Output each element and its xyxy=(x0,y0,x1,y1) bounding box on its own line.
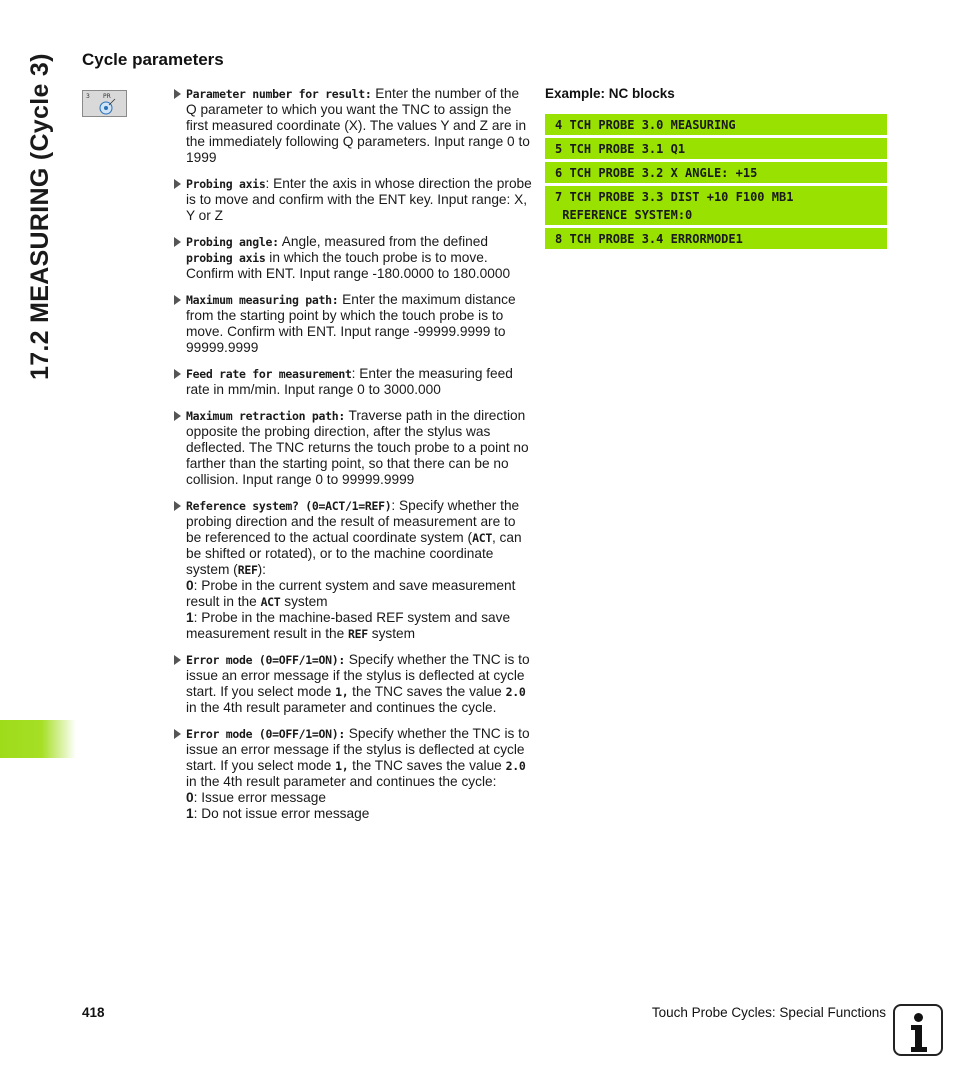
chapter-tab-marker xyxy=(0,720,76,758)
param-term: Error mode (0=OFF/1=ON): xyxy=(186,653,345,667)
param-desc: , can be shifted or rotated), or to the machine coordinate system ( xyxy=(186,530,522,577)
param-probing-axis xyxy=(172,176,532,224)
param-term: Probing axis xyxy=(186,177,266,191)
triangle-right-icon xyxy=(174,501,181,511)
triangle-right-icon xyxy=(174,411,181,421)
param-option-0 xyxy=(186,790,532,806)
nc-block-line: 7 TCH PROBE 3.3 DIST +10 F100 MB1 REFERENCE SYSTEM:0 xyxy=(545,186,887,225)
param-inline-code: 2.0 xyxy=(505,759,526,773)
param-desc: in which the touch probe is to move. Confirm with ENT. Input range -180.0000 to 180.0000 xyxy=(186,250,511,281)
param-term: Maximum measuring path: xyxy=(186,293,339,307)
param-desc: in the 4th result parameter and continues the cycle: xyxy=(186,774,497,789)
triangle-right-icon xyxy=(174,369,181,379)
param-inline-code: 2.0 xyxy=(505,685,526,699)
param-inline-code: REF xyxy=(237,563,258,577)
param-desc: Angle, measured from the defined xyxy=(278,234,488,249)
param-desc: ): xyxy=(257,562,266,577)
option-desc: : Probe in the machine-based REF system and save measurement result in the xyxy=(186,610,511,641)
param-term: Error mode (0=OFF/1=ON): xyxy=(186,727,345,741)
example-title: Example: NC blocks xyxy=(545,86,675,101)
nc-block-line: 5 TCH PROBE 3.1 Q1 xyxy=(545,138,887,159)
option-desc: : Do not issue error message xyxy=(193,806,370,821)
triangle-right-icon xyxy=(174,237,181,247)
param-term: Feed rate for measurement xyxy=(186,367,352,381)
param-desc: Specify whether the TNC is to issue an error message if the stylus is deflected at cycle start. If you select mode xyxy=(186,652,530,699)
probe-target-icon xyxy=(97,98,117,116)
param-inline-code: 1, xyxy=(335,685,349,699)
softkey-label-right: PR xyxy=(103,93,111,100)
param-desc: Traverse path in the direction opposite the probing direction, after the stylus was deflected. The TNC returns the touch probe to a point no farther than the starting point, so that there can be no collision. Input range 0 to 99999.9999 xyxy=(186,408,529,487)
param-desc: Enter the number of the Q parameter to which you want the TNC to assign the first measured coordinate (X). The values Y and Z are in the immediately following Q parameters. Input range 0 to 1999 xyxy=(186,86,530,165)
option-key: 1 xyxy=(186,610,194,625)
info-icon-stem xyxy=(909,1025,929,1052)
param-inline-code: probing axis xyxy=(186,251,266,265)
param-desc: in the 4th result parameter and continues the cycle. xyxy=(186,700,497,715)
option-desc: system xyxy=(280,594,328,609)
option-desc: : Issue error message xyxy=(193,790,326,805)
param-term: Maximum retraction path: xyxy=(186,409,345,423)
param-term: Parameter number for result: xyxy=(186,87,372,101)
triangle-right-icon xyxy=(174,655,181,665)
param-desc: Specify whether the TNC is to issue an error message if the stylus is deflected at cycle start. If you select mode xyxy=(186,726,530,773)
triangle-right-icon xyxy=(174,89,181,99)
option-desc: : Probe in the current system and save measurement result in the xyxy=(186,578,516,609)
param-option-1 xyxy=(186,806,532,822)
param-desc: Enter the maximum distance from the starting point by which the touch probe is to move. Confirm with ENT. Input range -99999.9999 to 99999.9999 xyxy=(186,292,516,355)
param-max-measuring-path xyxy=(172,292,532,356)
triangle-right-icon xyxy=(174,729,181,739)
parameter-list xyxy=(172,86,532,832)
param-term: Probing angle: xyxy=(186,235,279,249)
chapter-side-title xyxy=(22,52,62,382)
option-key: 1 xyxy=(186,806,194,821)
footer-chapter-title: Touch Probe Cycles: Special Functions xyxy=(651,1005,886,1020)
section-title: Cycle parameters xyxy=(82,50,224,69)
param-desc: : Specify whether the probing direction and the result of measurement are to be referenced to the actual coordinate system ( xyxy=(186,498,520,545)
option-desc: system xyxy=(367,626,416,641)
param-error-mode-options xyxy=(172,726,532,822)
param-probing-angle xyxy=(172,234,532,282)
info-icon xyxy=(893,1004,943,1056)
param-option-1 xyxy=(186,610,532,642)
param-max-retraction-path xyxy=(172,408,532,488)
chapter-side-title-text: 17.2 MEASURING (Cycle 3) xyxy=(26,53,54,380)
param-desc: the TNC saves the value xyxy=(348,758,506,773)
param-inline-code: ACT xyxy=(472,531,492,545)
nc-block-line: 4 TCH PROBE 3.0 MEASURING xyxy=(545,114,887,135)
triangle-right-icon xyxy=(174,179,181,189)
param-result-number xyxy=(172,86,532,166)
option-key: 0 xyxy=(186,790,194,805)
param-desc: the TNC saves the value xyxy=(348,684,506,699)
info-icon-dot xyxy=(914,1013,923,1022)
option-key: 0 xyxy=(186,578,194,593)
param-option-0 xyxy=(186,578,532,610)
cycle-softkey-icon xyxy=(82,90,127,117)
param-term: Reference system? (0=ACT/1=REF) xyxy=(186,499,392,513)
param-inline-code: REF xyxy=(348,627,368,641)
param-desc: : Enter the measuring feed rate in mm/min. Input range 0 to 3000.000 xyxy=(186,366,513,397)
param-reference-system xyxy=(172,498,532,642)
param-error-mode xyxy=(172,652,532,716)
nc-block-line: 6 TCH PROBE 3.2 X ANGLE: +15 xyxy=(545,162,887,183)
param-inline-code: ACT xyxy=(260,595,281,609)
nc-block-list xyxy=(545,114,887,252)
triangle-right-icon xyxy=(174,295,181,305)
param-desc: : Enter the axis in whose direction the probe is to move and confirm with the ENT key. Input range: X, Y or Z xyxy=(186,176,532,223)
nc-block-line: 8 TCH PROBE 3.4 ERRORMODE1 xyxy=(545,228,887,249)
param-inline-code: 1, xyxy=(335,759,349,773)
softkey-label-left: 3 xyxy=(86,93,90,100)
param-feed-rate xyxy=(172,366,532,398)
page-number: 418 xyxy=(82,1005,105,1020)
